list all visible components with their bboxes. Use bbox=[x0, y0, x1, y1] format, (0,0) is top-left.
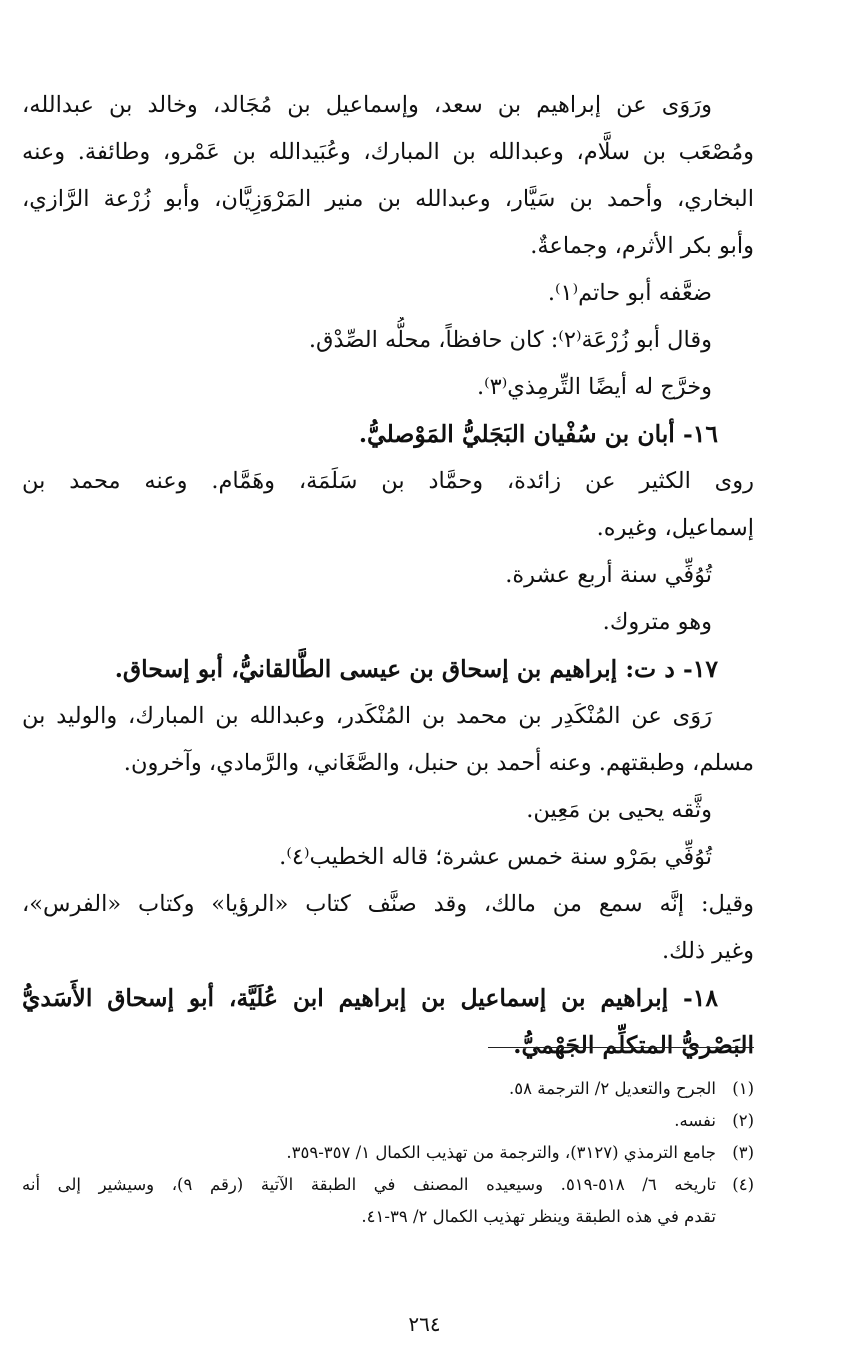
body-line: تُوُفِّي بمَرْو سنة خمس عشرة؛ قاله الخطيب⁽٤⁾. bbox=[279, 844, 712, 870]
footnote-text: الجرح والتعديل ٢/ الترجمة ٥٨. bbox=[509, 1079, 716, 1098]
footnote-number: (٤) bbox=[732, 1175, 754, 1194]
body-line: وخرَّج له أيضًا التِّرمِذي⁽٣⁾. bbox=[476, 374, 712, 400]
body-line: وثَّقه يحيى بن مَعِين. bbox=[526, 797, 712, 823]
body-line: وأبو بكر الأثرم، وجماعةٌ. bbox=[530, 233, 754, 259]
body-line: روى الكثير عن زائدة، وحمَّاد بن سَلَمَة، وهَمَّام. وعنه محمد بن bbox=[22, 468, 754, 494]
body-line: وقيل: إنَّه سمع من مالك، وقد صنَّف كتاب «الرؤيا» وكتاب «الفرس»، bbox=[22, 891, 754, 917]
main-text bbox=[22, 82, 754, 1069]
footnote bbox=[22, 1105, 754, 1137]
footnote-number: (٢) bbox=[732, 1111, 754, 1130]
footnote-separator bbox=[488, 1047, 754, 1048]
body-line: ضعَّفه أبو حاتم⁽١⁾. bbox=[547, 280, 712, 306]
footnote bbox=[22, 1137, 754, 1169]
footnote-text: جامع الترمذي (٣١٢٧)، والترجمة من تهذيب الكمال ١/ ٣٥٧-٣٥٩. bbox=[286, 1143, 716, 1162]
body-line: إسماعيل، وغيره. bbox=[596, 515, 754, 541]
footnote-number: (١) bbox=[732, 1079, 754, 1098]
entry-heading-18: ١٨- إبراهيم بن إسماعيل بن إبراهيم ابن عُلَيَّة، أبو إسحاق الأَسَديُّ bbox=[22, 984, 718, 1012]
footnote-text: تاريخه ٦/ ٥١٨-٥١٩. وسيعيده المصنف في الطبقة الآتية (رقم ٩)، وسيشير إلى أنه bbox=[22, 1175, 716, 1194]
footnote-number: (٣) bbox=[732, 1143, 754, 1162]
footnote-text: تقدم في هذه الطبقة وينظر تهذيب الكمال ٢/ ٣٩-٤١. bbox=[361, 1207, 716, 1226]
body-line: البخاري، وأحمد بن سَيَّار، وعبدالله بن منير المَرْوَزِيَّان، وأبو زُرْعة الرَّازي، bbox=[22, 186, 754, 212]
footnote bbox=[22, 1169, 754, 1233]
entry-heading-17: ١٧- د ت: إبراهيم بن إسحاق بن عيسى الطَّالقانيُّ، أبو إسحاق. bbox=[114, 655, 718, 683]
body-line: ومُصْعَب بن سلَّام، وعبدالله بن المبارك، وعُبَيدالله بن عَمْرو، وطائفة. وعنه bbox=[22, 139, 754, 165]
body-line: ورَوَى عن إبراهيم بن سعد، وإسماعيل بن مُجَالد، وخالد بن عبدالله، bbox=[22, 92, 712, 118]
footnotes bbox=[22, 1073, 754, 1233]
body-line: وهو متروك. bbox=[602, 609, 712, 635]
body-line: وغير ذلك. bbox=[662, 938, 754, 964]
body-line: مسلم، وطبقتهم. وعنه أحمد بن حنبل، والصَّغَاني، والرَّمادي، وآخرون. bbox=[123, 750, 754, 776]
entry-heading-18-cont: البَصْريُّ المتكلِّم الجَهْميُّ. bbox=[513, 1031, 754, 1059]
body-line: رَوَى عن المُنْكَدِر بن محمد بن المُنْكَدر، وعبدالله بن المبارك، والوليد بن bbox=[22, 703, 712, 729]
footnote-text: نفسه. bbox=[674, 1111, 716, 1130]
body-line: وقال أبو زُرْعَة⁽٢⁾: كان حافظاً، محلُّه الصِّدْق. bbox=[308, 327, 712, 353]
footnote bbox=[22, 1073, 754, 1105]
body-line: تُوُفِّي سنة أربع عشرة. bbox=[505, 562, 712, 588]
entry-heading-16: ١٦- أبان بن سُفْيان البَجَليُّ المَوْصليُّ. bbox=[358, 420, 718, 448]
page-number: ٢٦٤ bbox=[408, 1312, 441, 1336]
